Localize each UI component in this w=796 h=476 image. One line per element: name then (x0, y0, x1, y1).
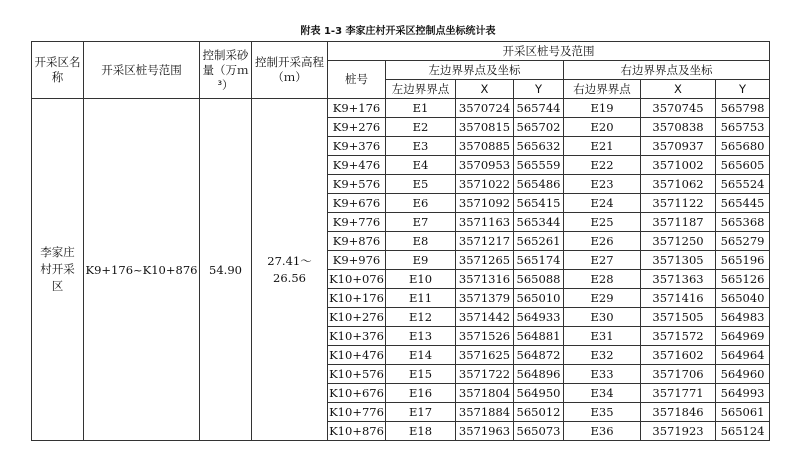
header-left-boundary: 左边界界点及坐标 (386, 61, 564, 80)
left-point-cell: E5 (386, 175, 456, 194)
left-point-cell: E4 (386, 156, 456, 175)
header-area-name: 开采区名称 (32, 42, 84, 99)
left-x-cell: 3571442 (456, 308, 514, 327)
pile-range-cell: K9+176~K10+876 (84, 99, 200, 441)
table-row (32, 99, 770, 118)
left-y-cell: 565486 (514, 175, 564, 194)
left-point-cell: E15 (386, 365, 456, 384)
left-point-cell: E9 (386, 251, 456, 270)
pile-number-cell: K9+376 (328, 137, 386, 156)
left-point-cell: E16 (386, 384, 456, 403)
right-x-cell: 3571062 (641, 175, 716, 194)
left-x-cell: 3571526 (456, 327, 514, 346)
right-point-cell: E29 (564, 289, 641, 308)
left-x-cell: 3571217 (456, 232, 514, 251)
header-left-point: 左边界界点 (386, 80, 456, 99)
right-y-cell: 565798 (716, 99, 770, 118)
right-point-cell: E35 (564, 403, 641, 422)
right-y-cell: 564964 (716, 346, 770, 365)
right-y-cell: 565605 (716, 156, 770, 175)
right-y-cell: 565524 (716, 175, 770, 194)
left-x-cell: 3570815 (456, 118, 514, 137)
left-y-cell: 564881 (514, 327, 564, 346)
left-point-cell: E8 (386, 232, 456, 251)
header-control-elevation: 控制开采高程（ｍ） (252, 42, 328, 99)
pile-number-cell: K9+976 (328, 251, 386, 270)
right-y-cell: 564983 (716, 308, 770, 327)
left-point-cell: E1 (386, 99, 456, 118)
pile-number-cell: K10+076 (328, 270, 386, 289)
right-y-cell: 565445 (716, 194, 770, 213)
header-right-y: Y (716, 80, 770, 99)
right-y-cell: 565196 (716, 251, 770, 270)
left-y-cell: 565559 (514, 156, 564, 175)
header-pile-range: 开采区桩号范围 (84, 42, 200, 99)
right-y-cell: 565279 (716, 232, 770, 251)
right-point-cell: E21 (564, 137, 641, 156)
right-x-cell: 3571363 (641, 270, 716, 289)
left-x-cell: 3571265 (456, 251, 514, 270)
header-left-y: Y (514, 80, 564, 99)
left-x-cell: 3570953 (456, 156, 514, 175)
header-right-point: 右边界界点 (564, 80, 641, 99)
left-x-cell: 3571963 (456, 422, 514, 441)
right-point-cell: E27 (564, 251, 641, 270)
right-x-cell: 3571572 (641, 327, 716, 346)
pile-number-cell: K9+176 (328, 99, 386, 118)
pile-number-cell: K10+376 (328, 327, 386, 346)
right-point-cell: E26 (564, 232, 641, 251)
right-x-cell: 3571602 (641, 346, 716, 365)
area-name-cell: 李家庄村开采区 (32, 99, 84, 441)
right-y-cell: 565753 (716, 118, 770, 137)
pile-number-cell: K10+576 (328, 365, 386, 384)
left-y-cell: 565632 (514, 137, 564, 156)
pile-number-cell: K10+176 (328, 289, 386, 308)
pile-number-cell: K10+476 (328, 346, 386, 365)
left-y-cell: 564872 (514, 346, 564, 365)
left-point-cell: E14 (386, 346, 456, 365)
left-y-cell: 565012 (514, 403, 564, 422)
table-caption: 附表 1-3 李家庄村开采区控制点坐标统计表 (300, 26, 496, 37)
right-y-cell: 565368 (716, 213, 770, 232)
pile-number-cell: K10+676 (328, 384, 386, 403)
right-x-cell: 3571923 (641, 422, 716, 441)
right-x-cell: 3570937 (641, 137, 716, 156)
pile-number-cell: K9+776 (328, 213, 386, 232)
right-point-cell: E24 (564, 194, 641, 213)
left-y-cell: 565744 (514, 99, 564, 118)
pile-number-cell: K10+876 (328, 422, 386, 441)
left-point-cell: E7 (386, 213, 456, 232)
right-x-cell: 3571305 (641, 251, 716, 270)
right-y-cell: 564960 (716, 365, 770, 384)
right-y-cell: 565126 (716, 270, 770, 289)
left-point-cell: E6 (386, 194, 456, 213)
left-y-cell: 565702 (514, 118, 564, 137)
left-x-cell: 3571625 (456, 346, 514, 365)
left-point-cell: E11 (386, 289, 456, 308)
right-x-cell: 3571706 (641, 365, 716, 384)
left-point-cell: E2 (386, 118, 456, 137)
right-y-cell: 564993 (716, 384, 770, 403)
header-left-x: X (456, 80, 514, 99)
right-x-cell: 3571416 (641, 289, 716, 308)
right-point-cell: E25 (564, 213, 641, 232)
header-right-boundary: 右边界界点及坐标 (564, 61, 770, 80)
coordinate-table (31, 41, 770, 441)
right-point-cell: E32 (564, 346, 641, 365)
pile-number-cell: K9+676 (328, 194, 386, 213)
right-x-cell: 3571505 (641, 308, 716, 327)
left-x-cell: 3571722 (456, 365, 514, 384)
right-y-cell: 565680 (716, 137, 770, 156)
pile-number-cell: K9+276 (328, 118, 386, 137)
header-pile-and-range: 开采区桩号及范围 (328, 42, 770, 61)
left-point-cell: E3 (386, 137, 456, 156)
right-x-cell: 3571187 (641, 213, 716, 232)
right-x-cell: 3571250 (641, 232, 716, 251)
left-point-cell: E17 (386, 403, 456, 422)
pile-number-cell: K10+776 (328, 403, 386, 422)
left-x-cell: 3571379 (456, 289, 514, 308)
right-point-cell: E36 (564, 422, 641, 441)
right-x-cell: 3571846 (641, 403, 716, 422)
left-y-cell: 565344 (514, 213, 564, 232)
right-x-cell: 3571771 (641, 384, 716, 403)
right-point-cell: E19 (564, 99, 641, 118)
right-x-cell: 3571002 (641, 156, 716, 175)
left-point-cell: E13 (386, 327, 456, 346)
header-pile-no: 桩号 (328, 61, 386, 99)
right-point-cell: E34 (564, 384, 641, 403)
left-y-cell: 564933 (514, 308, 564, 327)
left-y-cell: 565174 (514, 251, 564, 270)
left-point-cell: E10 (386, 270, 456, 289)
left-y-cell: 564896 (514, 365, 564, 384)
right-y-cell: 565124 (716, 422, 770, 441)
left-x-cell: 3571163 (456, 213, 514, 232)
left-point-cell: E18 (386, 422, 456, 441)
pile-number-cell: K9+476 (328, 156, 386, 175)
pile-number-cell: K9+576 (328, 175, 386, 194)
left-x-cell: 3571804 (456, 384, 514, 403)
left-x-cell: 3571022 (456, 175, 514, 194)
control-elevation-cell: 27.41～26.56 (252, 99, 328, 441)
pile-number-cell: K9+876 (328, 232, 386, 251)
right-point-cell: E33 (564, 365, 641, 384)
right-x-cell: 3571122 (641, 194, 716, 213)
left-point-cell: E12 (386, 308, 456, 327)
control-volume-cell: 54.90 (200, 99, 252, 441)
right-y-cell: 565061 (716, 403, 770, 422)
pile-number-cell: K10+276 (328, 308, 386, 327)
left-y-cell: 565261 (514, 232, 564, 251)
left-y-cell: 564950 (514, 384, 564, 403)
left-x-cell: 3571316 (456, 270, 514, 289)
right-point-cell: E28 (564, 270, 641, 289)
right-point-cell: E30 (564, 308, 641, 327)
left-y-cell: 565415 (514, 194, 564, 213)
left-x-cell: 3570724 (456, 99, 514, 118)
right-x-cell: 3570838 (641, 118, 716, 137)
left-y-cell: 565073 (514, 422, 564, 441)
right-point-cell: E20 (564, 118, 641, 137)
right-y-cell: 564969 (716, 327, 770, 346)
left-x-cell: 3571092 (456, 194, 514, 213)
right-point-cell: E23 (564, 175, 641, 194)
left-x-cell: 3570885 (456, 137, 514, 156)
left-y-cell: 565010 (514, 289, 564, 308)
left-y-cell: 565088 (514, 270, 564, 289)
right-point-cell: E31 (564, 327, 641, 346)
right-x-cell: 3570745 (641, 99, 716, 118)
right-point-cell: E22 (564, 156, 641, 175)
left-x-cell: 3571884 (456, 403, 514, 422)
header-right-x: X (641, 80, 716, 99)
right-y-cell: 565040 (716, 289, 770, 308)
header-control-volume: 控制采砂量（万ｍ³） (200, 42, 252, 99)
